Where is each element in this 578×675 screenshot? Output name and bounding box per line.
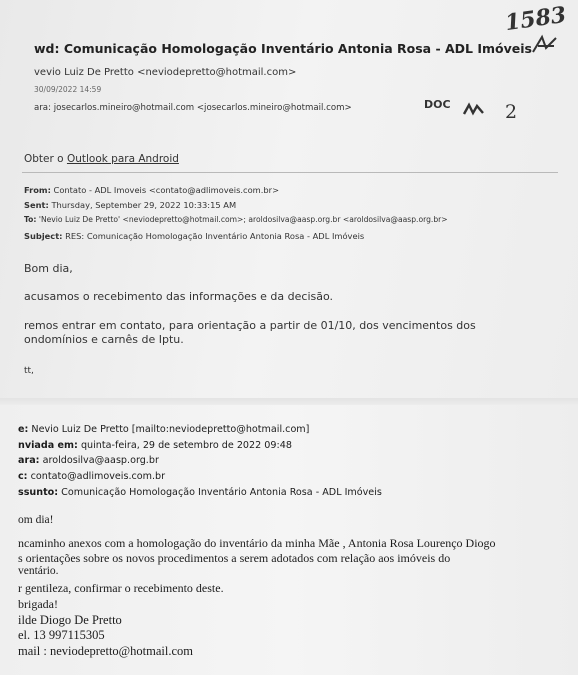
original-signature-email: mail : neviodepretto@hotmail.com — [18, 644, 194, 658]
outlook-prefix: Obter o — [24, 153, 67, 165]
email-recipient: ara: josecarlos.mineiro@hotmail.com <josecarlos.mineiro@hotmail.com> — [34, 103, 352, 113]
email-subject: wd: Comunicação Homologação Inventário Antonia Rosa - ADL Imóveis — [34, 41, 532, 56]
original-to: ara: aroldosilva@aasp.org.br — [18, 455, 159, 466]
original-greeting: om dia! — [18, 514, 54, 526]
doc-label: DOC — [424, 98, 451, 111]
original-line: ncaminho anexos com a homologação do inventário da minha Mãe , Antonia Rosa Lourenço Diogo — [18, 536, 496, 550]
handwritten-scribble — [530, 34, 560, 56]
email-date: 30/09/2022 14:59 — [34, 85, 102, 94]
reply-line: acusamos o recebimento das informações e da decisão. — [24, 290, 334, 303]
original-line: brigada! — [18, 597, 58, 611]
doc-scribble — [462, 101, 486, 115]
email-sender: vevio Luiz De Pretto <neviodepretto@hotmail.com> — [34, 67, 297, 78]
reply-from: From: Contato - ADL Imoveis <contato@adlimoveis.com.br> — [24, 185, 280, 195]
reply-signoff: tt, — [24, 366, 34, 376]
reply-sent: Sent: Thursday, September 29, 2022 10:33:15 AM — [24, 200, 237, 210]
reply-subject: Subject: RES: Comunicação Homologação Inventário Antonia Rosa - ADL Imóveis — [24, 231, 365, 241]
original-line: r gentileza, confirmar o recebimento deste. — [18, 581, 224, 595]
original-subject: ssunto: Comunicação Homologação Inventário Antonia Rosa - ADL Imóveis — [18, 487, 382, 498]
reply-line: remos entrar em contato, para orientação a partir de 01/10, dos vencimentos dos — [24, 319, 476, 332]
reply-to: To: 'Nevio Luiz De Pretto' <neviodepretto@hotmail.com>; aroldosilva@aasp.org.br <aroldosilva@aasp.org.br> — [24, 215, 448, 224]
divider — [22, 172, 558, 173]
original-sent: nviada em: quinta-feira, 29 de setembro de 2022 09:48 — [18, 440, 292, 451]
handwritten-protocol-number: 1583 — [503, 1, 568, 37]
original-cc: c: contato@adlimoveis.com.br — [18, 471, 166, 482]
handwritten-doc-number: 2 — [505, 101, 518, 123]
reply-line: ondomínios e carnês de Iptu. — [24, 333, 184, 346]
outlook-promo — [24, 153, 179, 165]
outlook-android-link[interactable]: Outlook para Android — [66, 153, 179, 165]
original-signature-name: ilde Diogo De Pretto — [18, 613, 122, 627]
original-line: s orientações sobre os novos procedimentos a serem adotados com relação aos imóveis do — [18, 551, 451, 565]
original-signature-phone: el. 13 997115305 — [18, 628, 105, 642]
original-line: ventário. — [18, 565, 59, 577]
reply-greeting: Bom dia, — [24, 262, 73, 275]
original-from: e: Nevio Luiz De Pretto [mailto:neviodepretto@hotmail.com] — [18, 424, 310, 435]
